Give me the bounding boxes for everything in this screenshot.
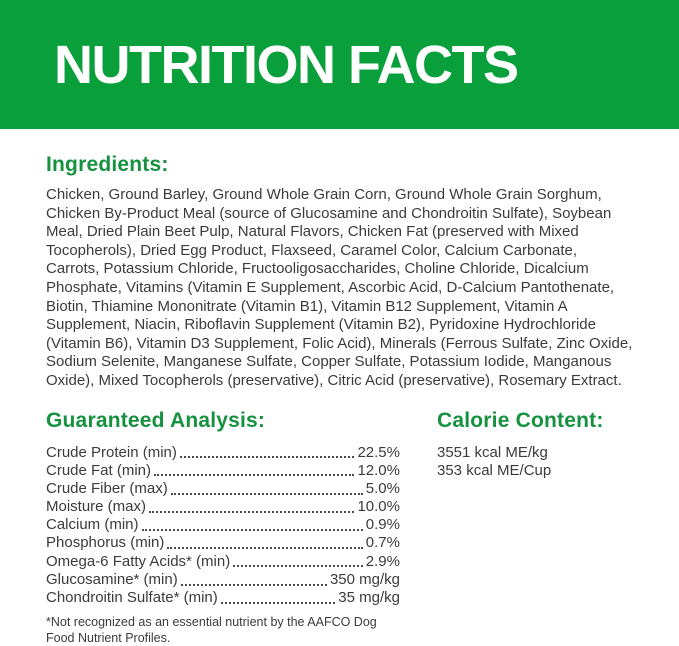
calorie-kcal-per-cup: 353 kcal ME/Cup [437, 462, 552, 480]
row-label: Glucosamine* (min) [46, 570, 178, 588]
label-content [0, 129, 679, 646]
row-value: 22.5% [357, 443, 400, 461]
row-label: Crude Fat (min) [46, 461, 152, 479]
dotted-leader [233, 565, 363, 567]
row-label: Chondroitin Sulfate* (min) [46, 589, 218, 607]
calorie-content-heading: Calorie Content: [437, 408, 604, 432]
row-label: Omega-6 Fatty Acids* (min) [46, 552, 231, 570]
aafco-footnote: *Not recognized as an essential nutrient by the AAFCO Dog Food Nutrient Profiles. [46, 615, 377, 645]
calorie-kcal-per-kg: 3551 kcal ME/kg [437, 443, 548, 461]
table-row [46, 498, 400, 516]
table-row [46, 553, 400, 571]
table-row [46, 571, 400, 589]
banner-title: NUTRITION FACTS [54, 34, 518, 95]
row-value: 0.7% [365, 534, 400, 552]
dotted-leader [167, 547, 362, 549]
row-value: 2.9% [365, 552, 400, 570]
nutrition-facts-banner [0, 0, 679, 129]
row-value: 5.0% [365, 479, 400, 497]
table-row [46, 480, 400, 498]
row-label: Moisture (max) [46, 498, 147, 516]
dotted-leader [171, 493, 363, 495]
row-value: 12.0% [357, 461, 400, 479]
dotted-leader [149, 511, 354, 513]
guaranteed-analysis-section [46, 409, 400, 646]
table-row [46, 462, 400, 480]
guaranteed-analysis-table [46, 444, 400, 608]
dotted-leader [180, 456, 355, 458]
dotted-leader [154, 474, 354, 476]
table-row [46, 444, 400, 462]
ingredients-heading: Ingredients: [46, 153, 169, 176]
table-row [46, 534, 400, 552]
dotted-leader [181, 584, 327, 586]
row-label: Crude Protein (min) [46, 443, 177, 461]
row-label: Crude Fiber (max) [46, 479, 168, 497]
calorie-content-section [437, 409, 604, 646]
row-label: Phosphorus (min) [46, 534, 165, 552]
table-row [46, 589, 400, 607]
row-value: 0.9% [365, 516, 400, 534]
table-row [46, 516, 400, 534]
guaranteed-analysis-heading: Guaranteed Analysis: [46, 408, 266, 432]
dotted-leader [221, 602, 336, 604]
row-value: 10.0% [357, 498, 400, 516]
row-label: Calcium (min) [46, 516, 139, 534]
row-value: 350 mg/kg [329, 570, 400, 588]
dotted-leader [142, 529, 363, 531]
analysis-columns [46, 409, 634, 646]
ingredients-text: Chicken, Ground Barley, Ground Whole Grain Corn, Ground Whole Grain Sorghum, Chicken By-Product Meal (source of Glucosamine and Chondroitin Sulfate), Soybean Meal, Dried Plain Beet Pulp, Natural Flavors, Chicken Fat (preserved with Mixed Tocopherols), Dried Egg Product, Flaxseed, Caramel Color, Calcium Carbonate, Carrots, Potassium Chloride, Fructooligosaccharides, Choline Chloride, Dicalcium Phosphate, Vitamins (Vitamin E Supplement, Ascorbic Acid, D-Calcium Pantothenate, Biotin, Thiamine Mononitrate (Vitamin B1), Vitamin B12 Supplement, Vitamin A Supplement, Niacin, Riboflavin Supplement (Vitamin B2), Pyridoxine Hydrochloride (Vitamin B6), Vitamin D3 Supplement, Folic Acid), Minerals (Ferrous Sulfate, Zinc Oxide, Sodium Selenite, Manganese Sulfate, Copper Sulfate, Potassium Iodide, Manganous Oxide), Mixed Tocopherols (preservative), Citric Acid (preservative), Rosemary Extract. [46, 186, 633, 389]
row-value: 35 mg/kg [338, 589, 400, 607]
